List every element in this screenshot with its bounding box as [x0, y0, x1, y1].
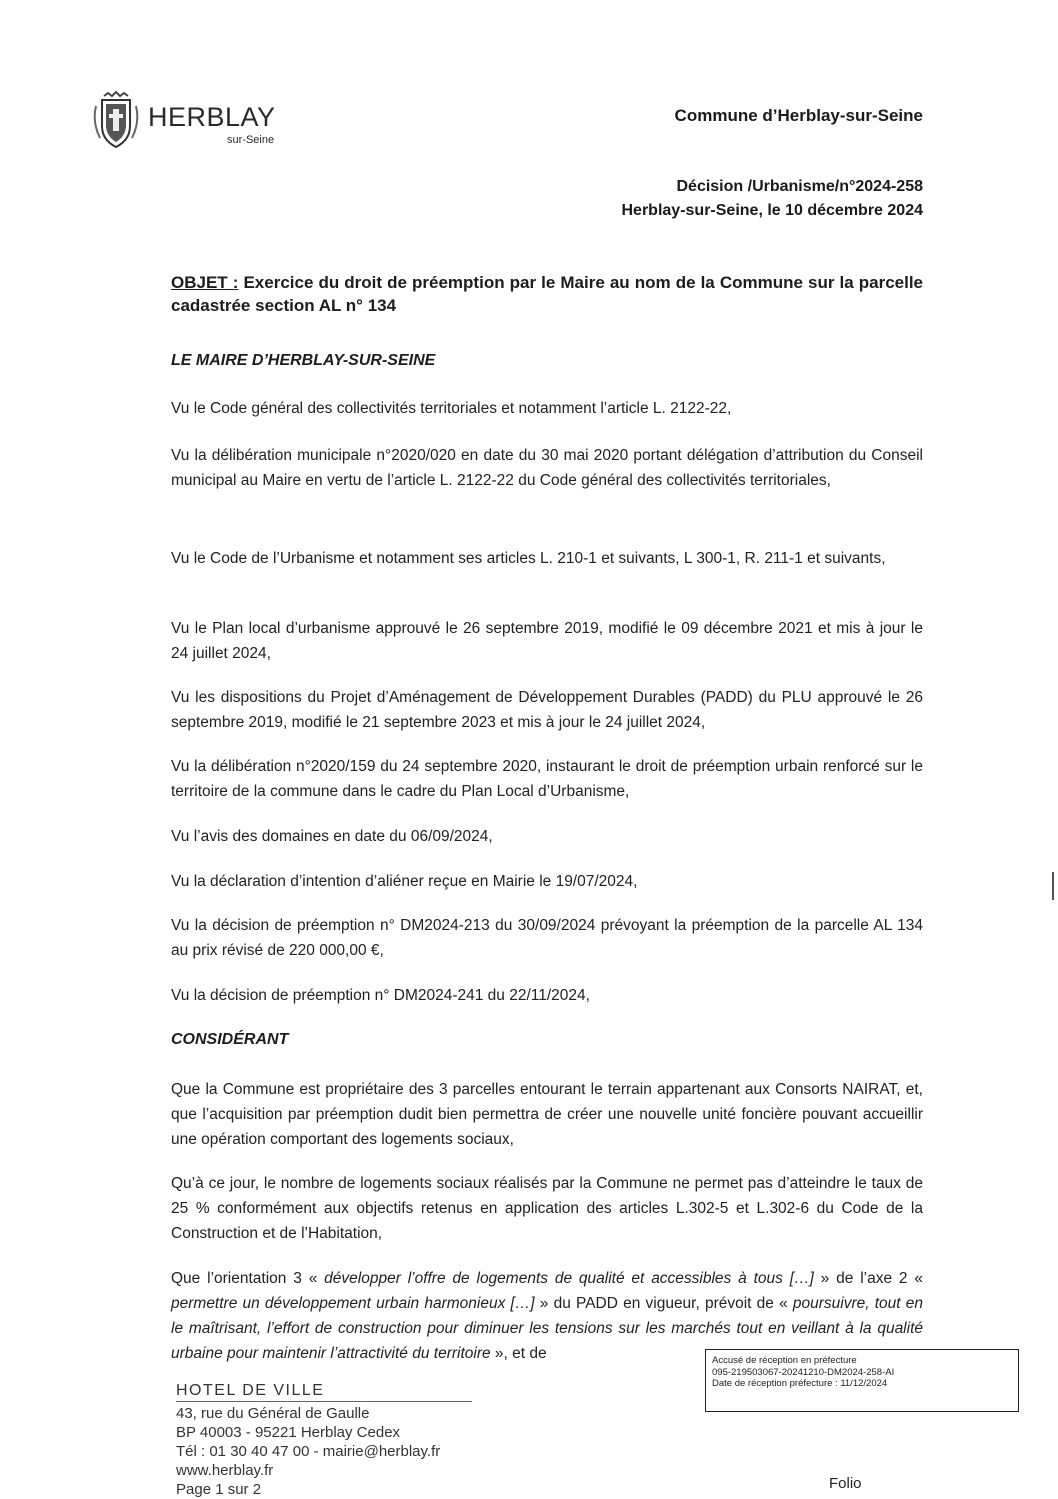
- vu-paragraph-2: Vu la délibération municipale n°2020/020 en date du 30 mai 2020 portant délégation d’attribution du Conseil municipal au Maire en vertu de l’article L. 2122-22 du Code général des collectivités territoriales,: [171, 447, 923, 489]
- commune-name: Commune d’Herblay-sur-Seine: [674, 106, 923, 125]
- vu-paragraph-8: Vu la déclaration d’intention d’aliéner reçue en Mairie le 19/07/2024,: [171, 873, 638, 890]
- stamp-line-3: Date de réception préfecture : 11/12/2024: [712, 1378, 888, 1389]
- page-number: Page 1 sur 2: [176, 1481, 262, 1498]
- considerant-paragraph-2: Qu’à ce jour, le nombre de logements sociaux réalisés par la Commune ne permet pas d’atteindre le taux de 25 % conformément aux objectifs retenus en application des articles L.302-5 et L.302-6 du Code de la Construction et de l’Habitation,: [171, 1175, 923, 1242]
- objet-text: Exercice du droit de préemption par le Maire au nom de la Commune sur la parcelle cadastrée section AL n° 134: [171, 273, 924, 315]
- orientation-quote-2: permettre un développement urbain harmonieux […]: [171, 1295, 535, 1312]
- herblay-logo: [88, 92, 288, 152]
- prefecture-receipt-stamp: [705, 1349, 1019, 1412]
- footer-contact: Tél : 01 30 40 47 00 - mairie@herblay.fr: [176, 1443, 441, 1460]
- vu-paragraph-5: Vu les dispositions du Projet d’Aménagement de Développement Durables (PADD) du PLU approuvé le 26 septembre 2019, modifié le 21 septembre 2023 et mis à jour le 24 juillet 2024,: [171, 689, 923, 731]
- logo-wordmark: HERBLAY: [148, 102, 276, 132]
- decision-reference: Décision /Urbanisme/n°2024-258: [676, 178, 923, 195]
- vu-paragraph-10: Vu la décision de préemption n° DM2024-241 du 22/11/2024,: [171, 987, 590, 1004]
- orientation-text-2: » de l’axe 2 «: [813, 1270, 923, 1287]
- vu-paragraph-3: Vu le Code de l’Urbanisme et notamment ses articles L. 210-1 et suivants, L 300-1, R. 211-1 et suivants,: [171, 550, 886, 567]
- footer-divider: [176, 1401, 472, 1402]
- orientation-text-1: Que l’orientation 3 «: [171, 1270, 325, 1287]
- objet: [171, 271, 923, 317]
- vu-paragraph-4: Vu le Plan local d’urbanisme approuvé le 26 septembre 2019, modifié le 09 décembre 2021 et mis à jour le 24 juillet 2024,: [171, 620, 923, 662]
- stamp-line-1: Accusé de réception en préfecture: [712, 1355, 857, 1366]
- vu-paragraph-1: Vu le Code général des collectivités territoriales et notamment l’article L. 2122-22,: [171, 400, 732, 417]
- footer-title: HOTEL DE VILLE: [176, 1382, 325, 1399]
- logo-subtitle: sur-Seine: [227, 134, 275, 146]
- folio-label: Folio: [829, 1475, 862, 1492]
- footer-address-line-2: BP 40003 - 95221 Herblay Cedex: [176, 1424, 401, 1441]
- coat-of-arms-icon: [88, 92, 144, 152]
- vu-paragraph-9: Vu la décision de préemption n° DM2024-213 du 30/09/2024 prévoyant la préemption de la parcelle AL 134 au prix révisé de 220 000,00 €,: [171, 917, 923, 959]
- objet-label: OBJET :: [171, 273, 239, 292]
- considerant-paragraph-1: Que la Commune est propriétaire des 3 parcelles entourant le terrain appartenant aux Consorts NAIRAT, et, que l’acquisition par préemption dudit bien permettra de créer une nouvelle unité foncière pouvant accueillir une opération comportant des logements sociaux,: [171, 1081, 923, 1148]
- vu-paragraph-7: Vu l’avis des domaines en date du 06/09/2024,: [171, 828, 493, 845]
- orientation-quote-1: développer l’offre de logements de qualité et accessibles à tous […]: [324, 1270, 814, 1287]
- orientation-text-3: » du PADD en vigueur, prévoit de «: [534, 1295, 793, 1312]
- footer-address-line-1: 43, rue du Général de Gaulle: [176, 1405, 370, 1422]
- orientation-quote-3: poursuivre, tout en le maîtrisant, l’effort de construction pour diminuer les tensions sur les marchés tout en veillant à la qualité urbaine pour maintenir l’attractivité du territoire: [171, 1295, 923, 1362]
- orientation-text-4: », et de: [490, 1345, 547, 1362]
- footer-website: www.herblay.fr: [176, 1462, 274, 1479]
- maire-heading: LE MAIRE D’HERBLAY-SUR-SEINE: [171, 352, 436, 369]
- place-date: Herblay-sur-Seine, le 10 décembre 2024: [621, 202, 923, 219]
- scan-edge-mark: [1052, 872, 1054, 900]
- vu-paragraph-6: Vu la délibération n°2020/159 du 24 septembre 2020, instaurant le droit de préemption urbain renforcé sur le territoire de la commune dans le cadre du Plan Local d’Urbanisme,: [171, 758, 923, 800]
- footer-address: [176, 1381, 440, 1499]
- stamp-line-2: 095-219503067-20241210-DM2024-258-AI: [712, 1366, 895, 1378]
- considerant-heading: CONSIDÉRANT: [171, 1031, 289, 1048]
